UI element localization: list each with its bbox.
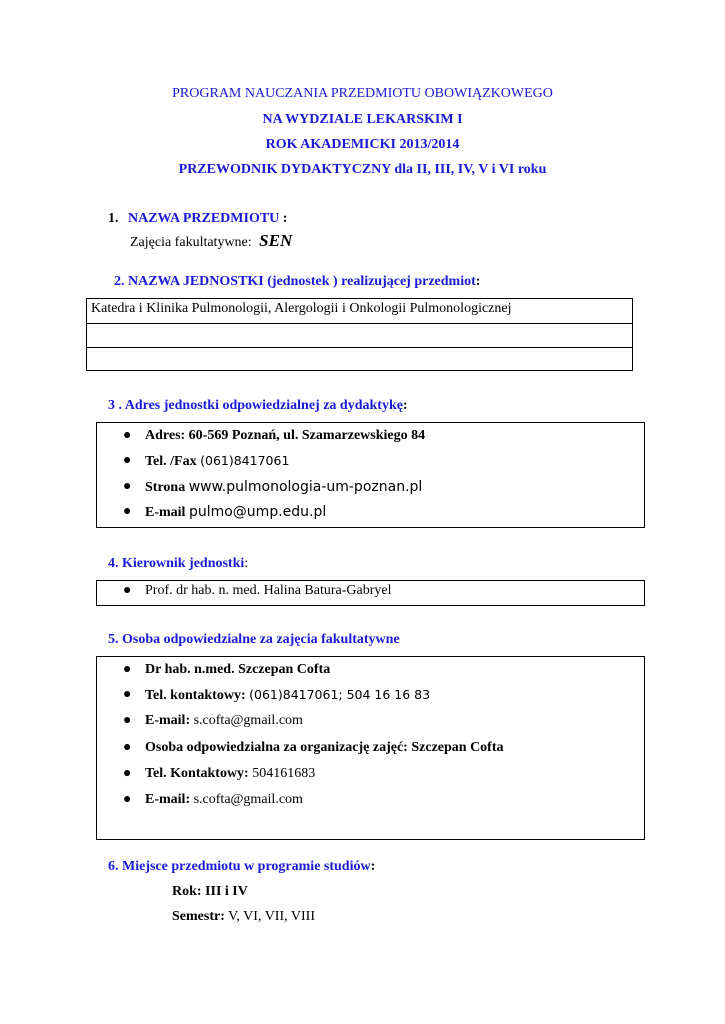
semester-label: Semestr: — [172, 909, 225, 924]
section-6-colon: : — [370, 859, 376, 874]
header-line-1: PROGRAM NAUCZANIA PRZEDMIOTU OBOWIĄZKOWEGO — [172, 86, 553, 101]
section-6-title: 6. Miejsce przedmiotu w programie studiów — [108, 859, 371, 874]
bullet-icon: ● — [123, 428, 132, 443]
section-1-colon: : — [279, 211, 288, 226]
bullet-icon: ● — [123, 479, 132, 494]
email-label: E-mail: — [145, 792, 191, 807]
tel-value: (061)8417061; 504 16 16 83 — [249, 687, 431, 702]
section-5-heading: 5. Osoba odpowiedzialne za zajęcia fakultatywne — [108, 632, 400, 647]
tel-value: (061)8417061 — [200, 453, 290, 468]
email-label: E-mail — [145, 505, 186, 520]
unit-table — [86, 298, 633, 371]
section-3-title: 3 . Adres jednostki odpowiedzialnej za dydaktykę — [108, 398, 403, 413]
tel-value: 504161683 — [252, 766, 316, 781]
bullet-icon: ● — [123, 792, 132, 807]
address-text: Adres: 60-569 Poznań, ul. Szamarzewskiego 84 — [145, 428, 426, 443]
section-1-number: 1. — [108, 211, 119, 226]
section-2-colon: : — [475, 274, 481, 289]
tel-label: Tel. Kontaktowy: — [145, 766, 249, 781]
subject-value: SEN — [259, 231, 293, 250]
bullet-icon: ● — [123, 583, 132, 598]
section-2-heading — [114, 274, 480, 290]
section-2-title: 2. NAZWA JEDNOSTKI (jednostek ) realizującej przedmiot — [114, 274, 476, 289]
web-label: Strona — [145, 480, 186, 495]
section-4-heading — [108, 556, 248, 572]
header-line-2: NA WYDZIALE LEKARSKIM I — [262, 112, 463, 127]
section-4-title: 4. Kierownik jednostki — [108, 556, 245, 571]
header-line-4: PRZEWODNIK DYDAKTYCZNY dla II, III, IV, V i VI roku — [178, 162, 547, 177]
bullet-icon: ● — [123, 662, 132, 677]
bullet-icon: ● — [123, 687, 132, 702]
tel-label: Tel. kontaktowy: — [145, 688, 246, 703]
unit-table-row — [87, 299, 632, 324]
unit-table-row — [87, 324, 632, 348]
responsible-box — [96, 656, 645, 840]
semester — [172, 909, 315, 925]
address-box — [96, 422, 645, 528]
bullet-icon: ● — [123, 713, 132, 728]
bullet-icon: ● — [123, 453, 132, 468]
subject-label: Zajęcia fakultatywne: — [130, 235, 252, 250]
bullet-icon: ● — [123, 740, 132, 755]
head-box — [96, 580, 645, 606]
section-6-heading — [108, 859, 375, 875]
email-value[interactable]: s.cofta@gmail.com — [193, 792, 303, 807]
section-4-colon: : — [244, 556, 249, 571]
unit-table-row — [87, 348, 632, 372]
person-name: Dr hab. n.med. Szczepan Cofta — [145, 662, 331, 677]
web-link[interactable]: www.pulmonologia-um-poznan.pl — [188, 479, 423, 495]
section-3-heading — [108, 398, 408, 414]
bullet-icon: ● — [123, 504, 132, 519]
section-1-subject — [130, 231, 292, 251]
section-3-colon: : — [402, 398, 408, 413]
section-1-heading — [108, 211, 287, 227]
email-link[interactable]: pulmo@ump.edu.pl — [188, 504, 327, 520]
year-label: Rok: III i IV — [172, 884, 248, 899]
email-value[interactable]: s.cofta@gmail.com — [193, 713, 303, 728]
bullet-icon: ● — [123, 766, 132, 781]
section-1-title: NAZWA PRZEDMIOTU — [128, 211, 280, 226]
email-label: E-mail: — [145, 713, 191, 728]
tel-label: Tel. /Fax — [145, 454, 197, 469]
semester-value: V, VI, VII, VIII — [228, 909, 315, 924]
unit-name: Katedra i Klinika Pulmonologii, Alergologii i Onkologii Pulmonologicznej — [91, 301, 512, 316]
header-line-3: ROK AKADEMICKI 2013/2014 — [265, 137, 460, 152]
head-person: Prof. dr hab. n. med. Halina Batura-Gabryel — [145, 583, 392, 598]
organizer: Osoba odpowiedzialna za organizację zajęć: Szczepan Cofta — [145, 740, 504, 755]
